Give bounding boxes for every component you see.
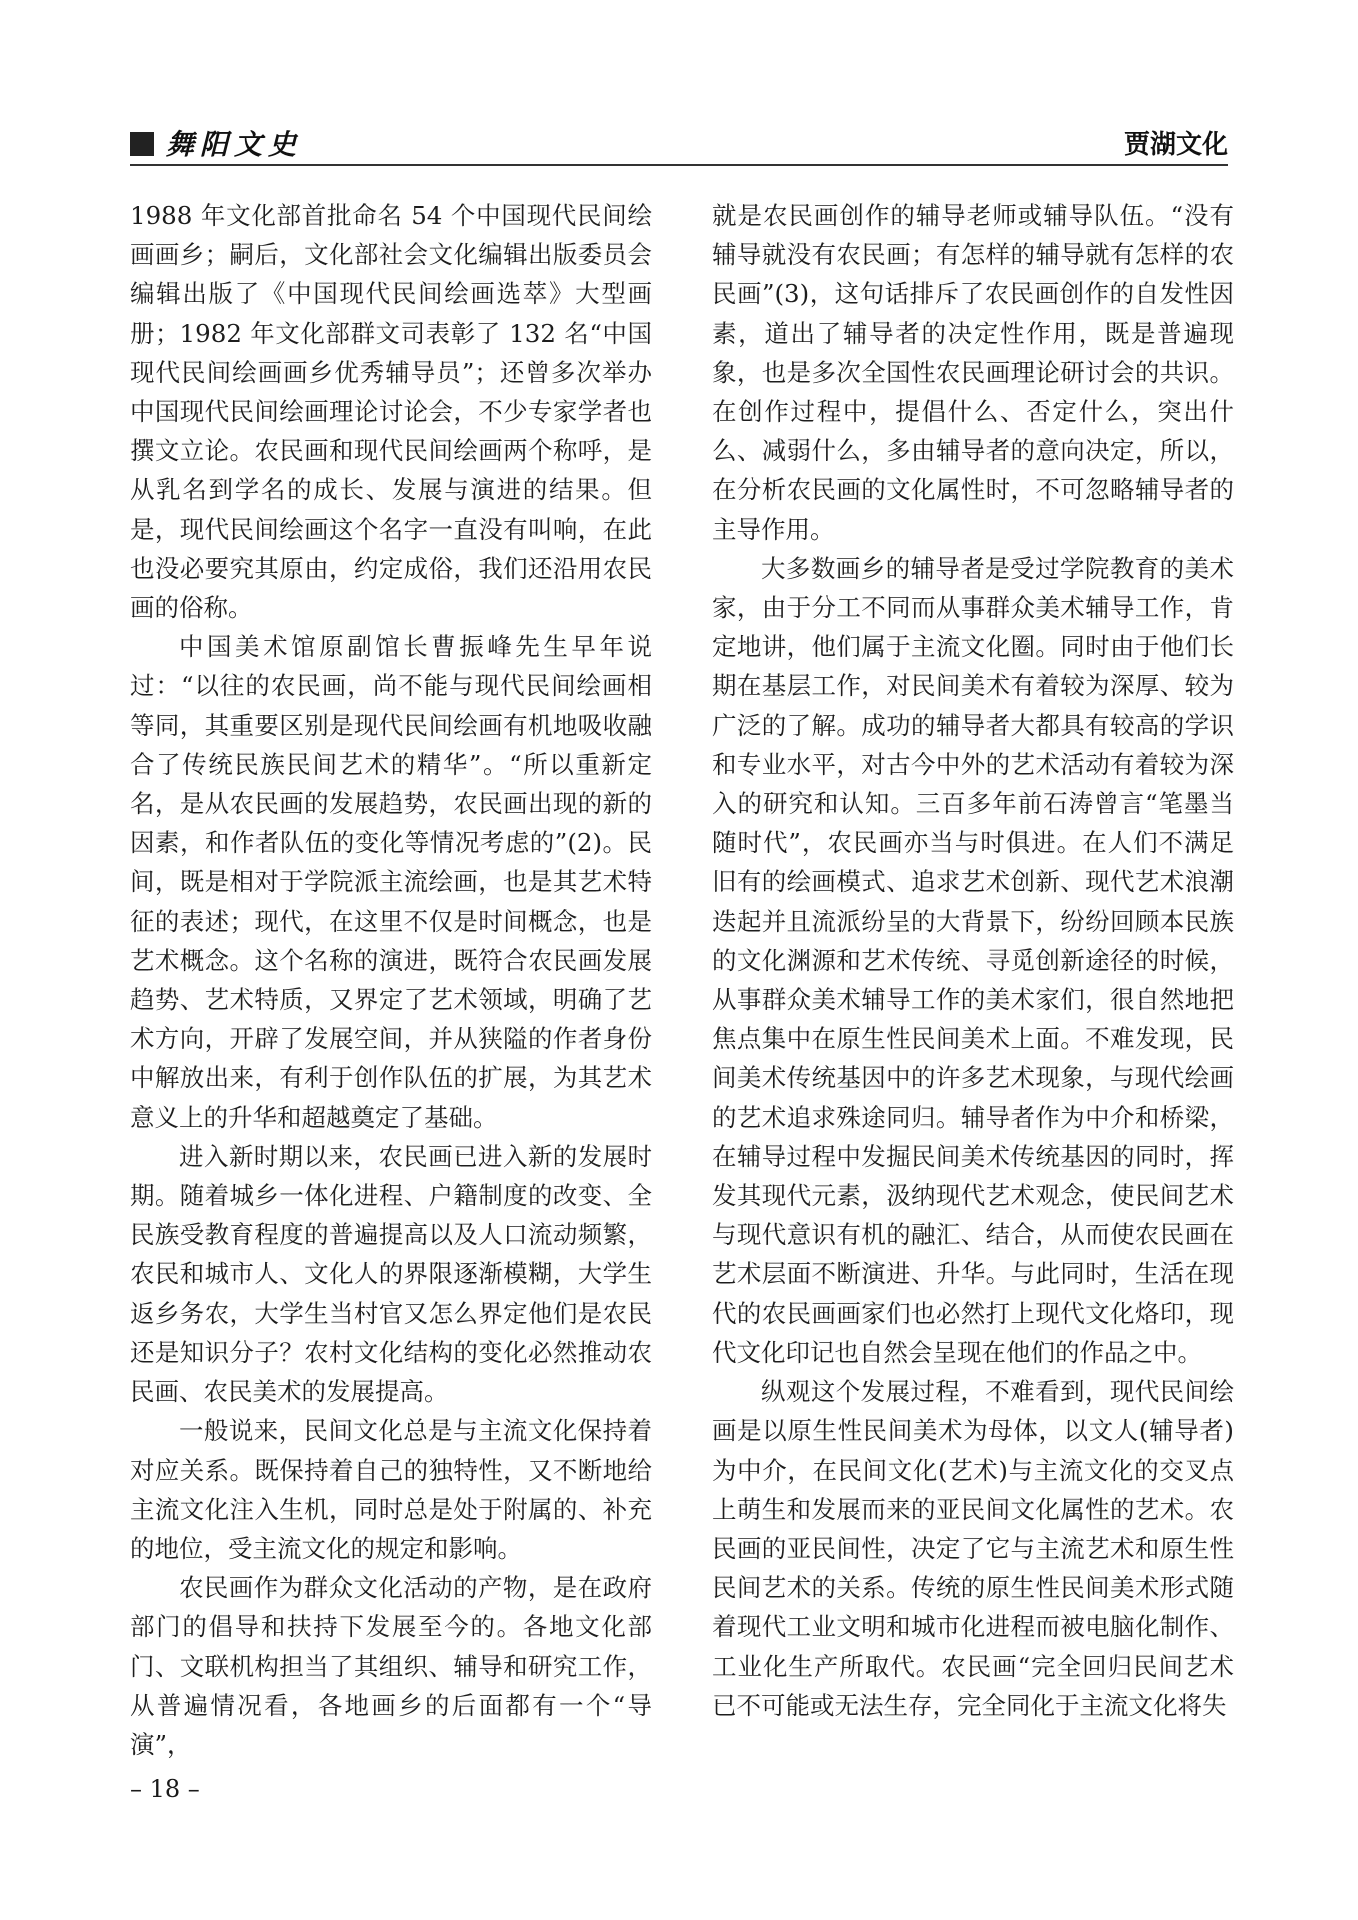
paragraph: 农民画作为群众文化活动的产物，是在政府部门的倡导和扶持下发展至今的。各地文化部门、文联机构担当了其组织、辅导和研究工作，从普遍情况看，各地画乡的后面都有一个“导演”， bbox=[130, 1573, 652, 1759]
journal-title: 舞阳文史 bbox=[166, 128, 303, 161]
paragraph: 1988 年文化部首批命名 54 个中国现代民间绘画画乡；嗣后，文化部社会文化编辑出版委员会编辑出版了《中国现代民间绘画选萃》大型画册；1982 年文化部群文司表彰了 132 名“中国现代民间绘画画乡优秀辅导员”；还曾多次举办中国现代民间绘画理论讨论会，不少专家学者也撰文立论。农民画和现代民间绘画两个称呼，是从乳名到学名的成长、发展与演进的结果。但是，现代民间绘画这个名字一直没有叫响，在此也没必要究其原由，约定成俗，我们还沿用农民画的俗称。 bbox=[130, 201, 652, 623]
running-header bbox=[130, 128, 1228, 168]
paragraph: 进入新时期以来，农民画已进入新的发展时期。随着城乡一体化进程、户籍制度的改变、全民族受教育程度的普遍提高以及人口流动频繁，农民和城市人、文化人的界限逐渐模糊，大学生返乡务农，大学生当村官又怎么界定他们是农民还是知识分子？农村文化结构的变化必然推动农民画、农民美术的发展提高。 bbox=[130, 1141, 652, 1407]
header-divider bbox=[130, 164, 1228, 166]
paragraph: 一般说来，民间文化总是与主流文化保持着对应关系。既保持着自己的独特性，又不断地给主流文化注入生机，同时总是处于附属的、补充的地位，受主流文化的规定和影响。 bbox=[130, 1416, 652, 1563]
paragraph: 就是农民画创作的辅导老师或辅导队伍。“没有辅导就没有农民画；有怎样的辅导就有怎样的农民画”(3)，这句话排斥了农民画创作的自发性因素，道出了辅导者的决定性作用，既是普遍现象，也是多次全国性农民画理论研讨会的共识。在创作过程中，提倡什么、否定什么，突出什么、减弱什么，多由辅导者的意向决定，所以，在分析农民画的文化属性时，不可忽略辅导者的主导作用。 bbox=[712, 201, 1234, 544]
paragraph: 纵观这个发展过程，不难看到，现代民间绘画是以原生性民间美术为母体，以文人(辅导者)为中介，在民间文化(艺术)与主流文化的交叉点上萌生和发展而来的亚民间文化属性的艺术。农民画的亚民间性，决定了它与主流艺术和原生性民间艺术的关系。传统的原生性民间美术形式随着现代工业文明和城市化进程而被电脑化制作、工业化生产所取代。农民画“完全回归民间艺术已不可能或无法生存，完全同化于主流文化将失 bbox=[712, 1377, 1234, 1720]
paragraph: 大多数画乡的辅导者是受过学院教育的美术家，由于分工不同而从事群众美术辅导工作，肯定地讲，他们属于主流文化圈。同时由于他们长期在基层工作，对民间美术有着较为深厚、较为广泛的了解。成功的辅导者大都具有较高的学识和专业水平，对古今中外的艺术活动有着较为深入的研究和认知。三百多年前石涛曾言“笔墨当随时代”，农民画亦当与时俱进。在人们不满足旧有的绘画模式、追求艺术创新、现代艺术浪潮迭起并且流派纷呈的大背景下，纷纷回顾本民族的文化渊源和艺术传统、寻觅创新途径的时候，从事群众美术辅导工作的美术家们，很自然地把焦点集中在原生性民间美术上面。不难发现，民间美术传统基因中的许多艺术现象，与现代绘画的艺术追求殊途同归。辅导者作为中介和桥梁，在辅导过程中发掘民间美术传统基因的同时，挥发其现代元素，汲纳现代艺术观念，使民间艺术与现代意识有机的融汇、结合，从而使农民画在艺术层面不断演进、升华。与此同时，生活在现代的农民画画家们也必然打上现代文化烙印，现代文化印记也自然会呈现在他们的作品之中。 bbox=[712, 553, 1234, 1367]
right-column bbox=[712, 196, 1234, 1725]
section-title: 贾湖文化 bbox=[1123, 130, 1228, 160]
left-column bbox=[130, 196, 652, 1764]
header-square-marker bbox=[130, 132, 154, 156]
paragraph: 中国美术馆原副馆长曹振峰先生早年说过：“以往的农民画，尚不能与现代民间绘画相等同，其重要区别是现代民间绘画有机地吸收融合了传统民族民间艺术的精华”。“所以重新定名，是从农民画的发展趋势，农民画出现的新的因素，和作者队伍的变化等情况考虑的”(2)。民间，既是相对于学院派主流绘画，也是其艺术特征的表述；现代，在这里不仅是时间概念，也是艺术概念。这个名称的演进，既符合农民画发展趋势、艺术特质，又界定了艺术领域，明确了艺术方向，开辟了发展空间，并从狭隘的作者身份中解放出来，有利于创作队伍的扩展，为其艺术意义上的升华和超越奠定了基础。 bbox=[130, 632, 652, 1132]
page-number: – 18 – bbox=[130, 1775, 200, 1803]
